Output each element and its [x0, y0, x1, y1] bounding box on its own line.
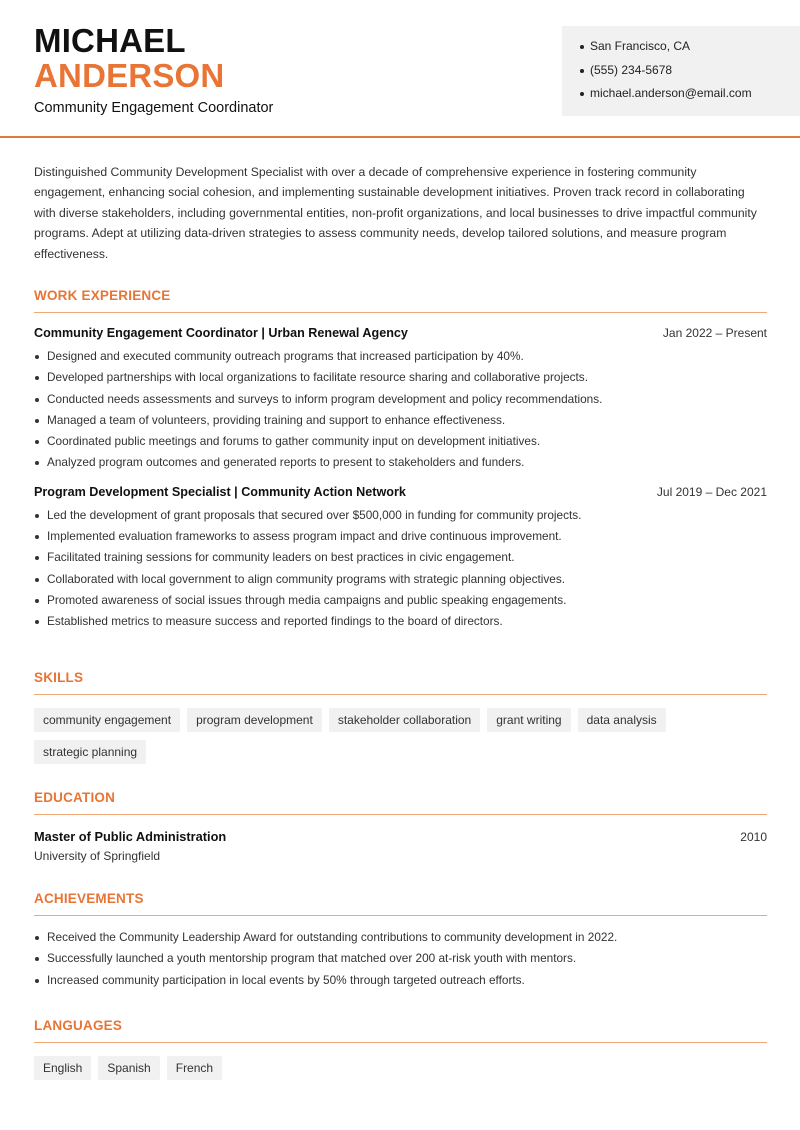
- contact-list: [562, 26, 800, 109]
- job-title: Community Engagement Coordinator: [34, 100, 274, 116]
- list-item: Increased community participation in local events by 50% through targeted outreach efforts.: [34, 970, 767, 991]
- summary-text: Distinguished Community Development Specialist with over a decade of comprehensive experience in fostering community engagement, enhancing social cohesion, and implementing sustainable development initiatives. Proven track record in collaborating with diverse stakeholders, including governmental entities, non-profit organizations, and local businesses to drive impactful community programs. Adept at utilizing data-driven strategies to assess community needs, develop tailored solutions, and measure program effectiveness.: [34, 165, 757, 261]
- job-date: Jan 2022 – Present: [662, 326, 767, 340]
- job-role: Program Development Specialist | Community Action Network: [34, 484, 406, 499]
- job-date: Jul 2019 – Dec 2021: [656, 484, 767, 499]
- list-item: Developed partnerships with local organizations to facilitate resource sharing and collaborative projects.: [34, 367, 767, 388]
- skill-chip: data analysis: [578, 708, 666, 732]
- list-item: Led the development of grant proposals that secured over $500,000 in funding for community projects.: [34, 505, 767, 526]
- education-year: 2010: [740, 830, 767, 844]
- education-degree: Master of Public Administration: [34, 829, 227, 844]
- candidate-name: [34, 24, 224, 92]
- list-item: Promoted awareness of social issues through media campaigns and public speaking engagements.: [34, 590, 767, 611]
- list-item: Managed a team of volunteers, providing training and support to enhance effectiveness.: [34, 410, 767, 431]
- section-title-education: EDUCATION: [34, 790, 767, 815]
- list-item: Established metrics to measure success and reported findings to the board of directors.: [34, 611, 767, 632]
- education-school: University of Springfield: [34, 849, 161, 863]
- skills-section: [34, 670, 767, 764]
- achievements-list: [34, 927, 767, 991]
- job-bullets: [34, 346, 767, 474]
- education-section: [34, 790, 767, 863]
- skill-chip: grant writing: [487, 708, 570, 732]
- languages-list: [34, 1056, 734, 1080]
- contact-box: [562, 26, 800, 116]
- language-chip: Spanish: [98, 1056, 159, 1080]
- section-title-skills: SKILLS: [34, 670, 767, 695]
- list-item: Received the Community Leadership Award for outstanding contributions to community development in 2022.: [34, 927, 767, 948]
- job-role: Community Engagement Coordinator | Urban Renewal Agency: [34, 326, 408, 340]
- skill-chip: stakeholder collaboration: [329, 708, 480, 732]
- first-name: MICHAEL: [34, 22, 186, 59]
- job-header: [34, 326, 767, 340]
- last-name: ANDERSON: [34, 57, 225, 94]
- section-title-languages: LANGUAGES: [34, 1018, 767, 1043]
- list-item: Coordinated public meetings and forums to gather community input on development initiatives.: [34, 431, 767, 452]
- skill-chip: program development: [187, 708, 322, 732]
- languages-section: [34, 1018, 767, 1080]
- contact-email[interactable]: michael.anderson@email.com: [580, 85, 800, 109]
- list-item: Collaborated with local government to align community programs with strategic planning objectives.: [34, 569, 767, 590]
- education-header: [34, 829, 767, 844]
- job-entry: [34, 485, 767, 633]
- list-item: Facilitated training sessions for community leaders on best practices in civic engagement.: [34, 547, 767, 568]
- job-entry: [34, 326, 767, 474]
- language-chip: English: [34, 1056, 91, 1080]
- skill-chip: strategic planning: [34, 740, 146, 764]
- job-bullets: [34, 505, 767, 633]
- summary-section: [34, 162, 767, 264]
- contact-location: San Francisco, CA: [580, 38, 800, 62]
- list-item: Conducted needs assessments and surveys to inform program development and policy recommendations.: [34, 389, 767, 410]
- achievements-section: [34, 891, 767, 991]
- skill-chip: community engagement: [34, 708, 180, 732]
- section-title-achievements: ACHIEVEMENTS: [34, 891, 767, 916]
- section-title-work: WORK EXPERIENCE: [34, 288, 767, 313]
- list-item: Implemented evaluation frameworks to assess program impact and drive continuous improvement.: [34, 526, 767, 547]
- contact-phone: (555) 234-5678: [580, 62, 800, 86]
- language-chip: French: [167, 1056, 222, 1080]
- skills-list: [34, 708, 734, 764]
- list-item: Analyzed program outcomes and generated reports to present to stakeholders and funders.: [34, 452, 767, 473]
- work-experience-section: [34, 288, 767, 633]
- list-item: Designed and executed community outreach programs that increased participation by 40%.: [34, 346, 767, 367]
- job-header: [34, 485, 767, 499]
- resume-header: [0, 0, 800, 138]
- list-item: Successfully launched a youth mentorship program that matched over 200 at-risk youth with mentors.: [34, 948, 767, 969]
